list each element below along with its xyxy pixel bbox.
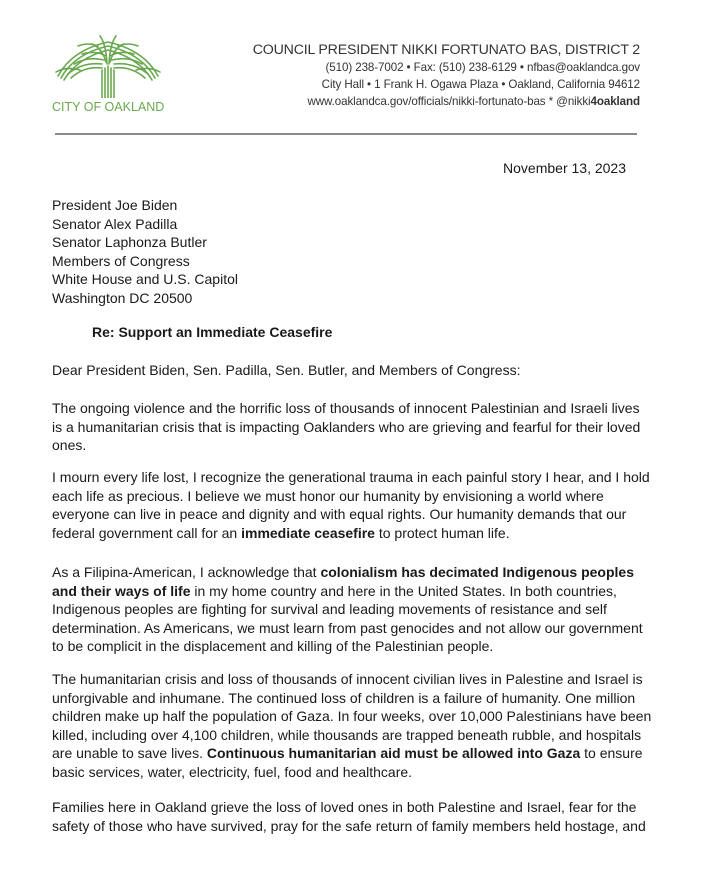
emphasized-text: colonialism has decimated Indigenous peoples and their ways of life — [52, 564, 634, 599]
body-paragraph — [52, 468, 652, 542]
logo-text: CITY OF OAKLAND — [52, 100, 165, 114]
addressee-block — [52, 196, 238, 307]
body-paragraph — [52, 563, 652, 656]
addressee-line: President Joe Biden — [52, 197, 178, 213]
city-of-oakland-logo — [52, 32, 164, 116]
header-divider — [55, 133, 637, 135]
addressee-line: White House and U.S. Capitol — [52, 271, 238, 287]
body-paragraph — [52, 670, 652, 781]
addressee-line: Senator Laphonza Butler — [52, 234, 207, 250]
contact-line: (510) 238-7002 • Fax: (510) 238-6129 • nfbas@oaklandca.gov — [325, 61, 640, 74]
oak-tree-icon — [52, 32, 164, 98]
body-paragraph — [52, 798, 652, 835]
letterhead-contact — [253, 42, 640, 110]
addressee-line: Senator Alex Padilla — [52, 215, 178, 232]
paragraph-text: The humanitarian crisis and loss of thousands of innocent civilian lives in Palestine and Israel is unforgivable and inhumane. The continued loss of children is a failure of humanity. One million children make up half the population of Gaza. In four weeks, over 10,000 Palestinians have been killed, including over 4,100 children, while thousands are trapped beneath rubble, and hospitals are unable to save lives. — [52, 671, 652, 761]
address-line: City Hall • 1 Frank H. Ogawa Plaza • Oakland, California 94612 — [321, 78, 640, 91]
letter-date: November 13, 2023 — [503, 160, 626, 176]
emphasized-text: Continuous humanitarian aid must be allowed into Gaza — [206, 745, 581, 761]
addressee-line: Members of Congress — [52, 252, 190, 269]
salutation: Dear President Biden, Sen. Padilla, Sen. Butler, and Members of Congress: — [52, 362, 521, 378]
body-paragraph — [52, 399, 652, 455]
paragraph-text: The ongoing violence and the horrific loss of thousands of innocent Palestinian and Israeli lives is a humanitarian crisis that is impacting Oaklanders who are grieving and fearful for their loved ones. — [52, 400, 641, 453]
social-handle: 4oakland — [590, 95, 640, 108]
web-line — [253, 93, 640, 110]
paragraph-text: in my home country and here in the United States. In both countries, Indigenous peoples are fighting for survival and leading movements of resistance and self determination. As Americans, we must learn from past genocides and not allow our government to be complicit in the displacement and killing of the Palestinian people. — [52, 582, 643, 654]
paragraph-text: to protect human life. — [374, 524, 510, 541]
emphasized-text: immediate ceasefire — [241, 524, 375, 541]
paragraph-text: to ensure basic services, water, electricity, fuel, food and healthcare. — [52, 745, 643, 780]
subject-line: Re: Support an Immediate Ceasefire — [92, 324, 333, 340]
addressee-line: Washington DC 20500 — [52, 289, 193, 306]
paragraph-text: Families here in Oakland grieve the loss of loved ones in both Palestine and Israel, fear for the safety of those who have survived, pray for the safe return of family members held hostage, and — [52, 799, 646, 834]
paragraph-text: I mourn every life lost, I recognize the generational trauma in each painful story I hear, and I hold each life as precious. I believe we must honor our humanity by envisioning a world where everyone can live in peace and dignity and with equal rights. Our humanity demands that our federal government call for an — [52, 469, 650, 541]
web-line-prefix: www.oaklandca.gov/officials/nikki-fortunato-bas * @nikki — [307, 95, 591, 108]
paragraph-text: As a Filipina-American, I acknowledge that — [52, 564, 321, 580]
councilmember-title: COUNCIL PRESIDENT NIKKI FORTUNATO BAS, DISTRICT 2 — [252, 42, 640, 58]
